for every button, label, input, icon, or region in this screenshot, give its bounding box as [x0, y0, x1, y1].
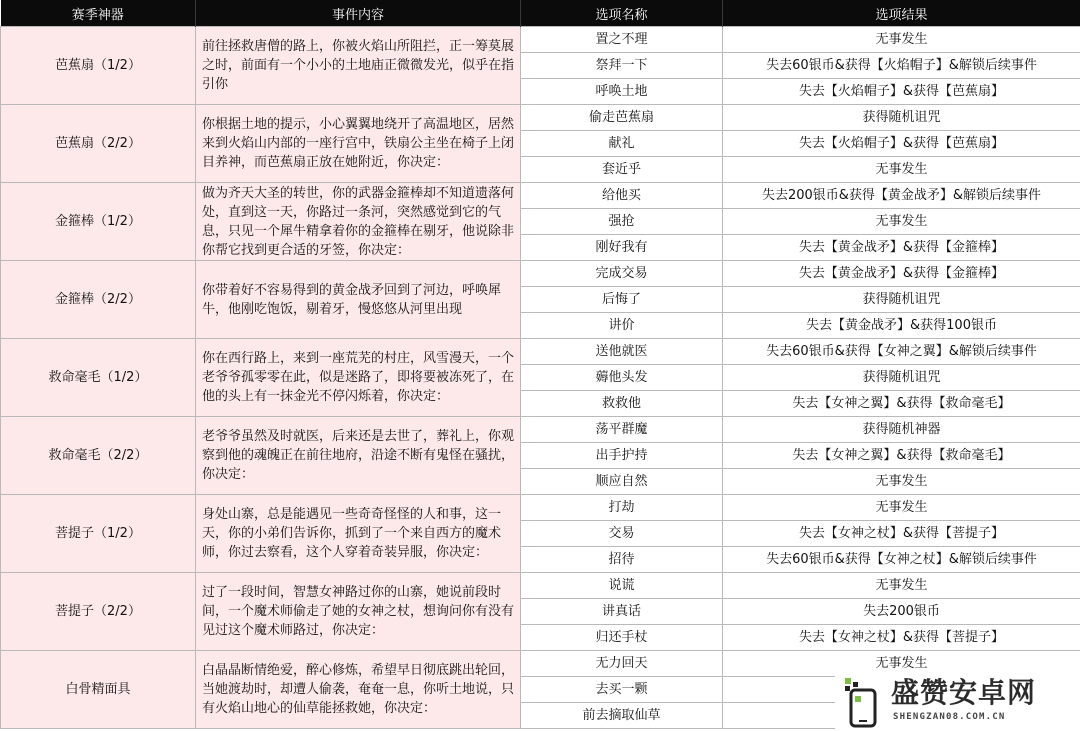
- option-name-cell: 后悔了: [521, 287, 723, 313]
- option-result-cell: 失去200银币: [723, 599, 1080, 625]
- option-result-cell: 失去【女神之翼】&获得【救命毫毛】: [723, 443, 1080, 469]
- option-result-cell: 失去60银币&获得【火焰帽子】&解锁后续事件: [723, 53, 1080, 79]
- option-name-cell: 无力回天: [521, 651, 723, 677]
- option-result-cell: 无事发生: [723, 495, 1080, 521]
- table-row: [1, 339, 1080, 365]
- table-row: [1, 105, 1080, 131]
- option-result-cell: 失去【黄金战矛】&获得【金箍棒】: [723, 235, 1080, 261]
- option-result-cell: 无事发生: [723, 157, 1080, 183]
- option-result-cell: 失去【黄金战矛】&获得【金箍棒】: [723, 261, 1080, 287]
- header-artifact: 赛季神器: [1, 0, 196, 27]
- option-name-cell: 讲真话: [521, 599, 723, 625]
- event-cell: 过了一段时间，智慧女神路过你的山寨，她说前段时间，一个魔术师偷走了她的女神之杖，想询问你有没有见过这个魔术师路过，你决定：: [196, 573, 521, 651]
- option-result-cell: 失去【黄金战矛】&获得100银币: [723, 313, 1080, 339]
- option-name-cell: 荡平群魔: [521, 417, 723, 443]
- event-cell: 老爷爷虽然及时就医，后来还是去世了，葬礼上，你观察到他的魂魄正在前往地府，沿途不断有鬼怪在骚扰，你决定：: [196, 417, 521, 495]
- option-name-cell: 薅他头发: [521, 365, 723, 391]
- artifact-cell: 白骨精面具: [1, 651, 196, 729]
- option-name-cell: 置之不理: [521, 27, 723, 53]
- phone-logo-icon: [843, 676, 883, 728]
- artifact-cell: 芭蕉扇（1/2）: [1, 27, 196, 105]
- table-row: [1, 417, 1080, 443]
- option-result-cell: 失去【火焰帽子】&获得【芭蕉扇】: [723, 131, 1080, 157]
- option-name-cell: 强抢: [521, 209, 723, 235]
- table-row: [1, 183, 1080, 209]
- table-row: [1, 261, 1080, 287]
- event-cell: 身处山寨，总是能遇见一些奇奇怪怪的人和事，这一天，你的小弟们告诉你，抓到了一个来自西方的魔术师，你过去察看，这个人穿着奇装异服，你决定：: [196, 495, 521, 573]
- option-result-cell: 失去200银币&获得【黄金战矛】&解锁后续事件: [723, 183, 1080, 209]
- event-cell: 白晶晶断情绝爱，醉心修炼，希望早日彻底跳出轮回，当她渡劫时，却遭人偷袭，奄奄一息，你听土地说，只有火焰山地心的仙草能拯救她，你决定：: [196, 651, 521, 729]
- watermark-url: SHENGZAN08.COM.CN: [893, 712, 1006, 722]
- artifact-cell: 菩提子（2/2）: [1, 573, 196, 651]
- option-result-cell: 失去【女神之翼】&获得【救命毫毛】: [723, 391, 1080, 417]
- option-name-cell: 出手护持: [521, 443, 723, 469]
- option-name-cell: 送他就医: [521, 339, 723, 365]
- option-result-cell: 无事发生: [723, 469, 1080, 495]
- artifact-cell: 金箍棒（1/2）: [1, 183, 196, 261]
- option-name-cell: 完成交易: [521, 261, 723, 287]
- option-name-cell: 套近乎: [521, 157, 723, 183]
- artifact-cell: 救命毫毛（1/2）: [1, 339, 196, 417]
- option-result-cell: 获得随机神器: [723, 417, 1080, 443]
- option-name-cell: 呼唤土地: [521, 79, 723, 105]
- artifact-cell: 金箍棒（2/2）: [1, 261, 196, 339]
- option-result-cell: 无事发生: [723, 573, 1080, 599]
- option-name-cell: 祭拜一下: [521, 53, 723, 79]
- header-option: 选项名称: [521, 0, 723, 27]
- option-name-cell: 归还手杖: [521, 625, 723, 651]
- header-event: 事件内容: [196, 0, 521, 27]
- event-cell: 做为齐天大圣的转世，你的武器金箍棒却不知道遗落何处，直到这一天，你路过一条河，突然感觉到它的气息，只见一个犀牛精拿着你的金箍棒在剔牙，他说除非你帮它找到更合适的牙签，你决定：: [196, 183, 521, 261]
- option-result-cell: 无事发生: [723, 27, 1080, 53]
- option-name-cell: 偷走芭蕉扇: [521, 105, 723, 131]
- option-result-cell: 失去60银币&获得【女神之杖】&解锁后续事件: [723, 547, 1080, 573]
- option-name-cell: 打劫: [521, 495, 723, 521]
- option-result-cell: 获得随机诅咒: [723, 287, 1080, 313]
- option-name-cell: 救救他: [521, 391, 723, 417]
- option-name-cell: 给他买: [521, 183, 723, 209]
- event-cell: 你在西行路上，来到一座荒芜的村庄，风雪漫天，一个老爷爷孤零零在此，似是迷路了，即将要被冻死了，在他的头上有一抹金光不停闪烁着，你决定：: [196, 339, 521, 417]
- event-cell: 前往拯救唐僧的路上，你被火焰山所阻拦，正一筹莫展之时，前面有一个小小的土地庙正微微发光，似乎在指引你: [196, 27, 521, 105]
- option-name-cell: 说谎: [521, 573, 723, 599]
- event-cell: 你带着好不容易得到的黄金战矛回到了河边，呼唤犀牛，他刚吃饱饭，剔着牙，慢悠悠从河里出现: [196, 261, 521, 339]
- artifact-cell: 救命毫毛（2/2）: [1, 417, 196, 495]
- option-name-cell: 交易: [521, 521, 723, 547]
- option-name-cell: 刚好我有: [521, 235, 723, 261]
- option-name-cell: 去买一颗: [521, 677, 723, 703]
- header-result: 选项结果: [723, 0, 1080, 27]
- table-row: [1, 573, 1080, 599]
- watermark-title: 盛赞安卓网: [891, 676, 1037, 709]
- option-result-cell: 失去【火焰帽子】&获得【芭蕉扇】: [723, 79, 1080, 105]
- artifact-cell: 菩提子（1/2）: [1, 495, 196, 573]
- table-row: [1, 27, 1080, 53]
- option-result-cell: 失去【女神之杖】&获得【菩提子】: [723, 521, 1080, 547]
- option-result-cell: 无事发生: [723, 209, 1080, 235]
- option-result-cell: 获得随机诅咒: [723, 105, 1080, 131]
- option-result-cell: 获得随机诅咒: [723, 365, 1080, 391]
- artifact-cell: 芭蕉扇（2/2）: [1, 105, 196, 183]
- event-cell: 你根据土地的提示，小心翼翼地绕开了高温地区，居然来到火焰山内部的一座行宫中，铁扇公主坐在椅子上闭目养神，而芭蕉扇正放在她附近，你决定：: [196, 105, 521, 183]
- option-name-cell: 前去摘取仙草: [521, 703, 723, 729]
- table-body: [1, 27, 1080, 729]
- table-row: [1, 495, 1080, 521]
- option-name-cell: 顺应自然: [521, 469, 723, 495]
- option-result-cell: 无事发生: [723, 651, 1080, 677]
- option-result-cell: 失去【女神之杖】&获得【菩提子】: [723, 625, 1080, 651]
- option-name-cell: 招待: [521, 547, 723, 573]
- option-name-cell: 讲价: [521, 313, 723, 339]
- option-result-cell: 失去60银币&获得【女神之翼】&解锁后续事件: [723, 339, 1080, 365]
- header-row: [1, 0, 1080, 27]
- site-watermark: [835, 672, 1080, 731]
- option-name-cell: 献礼: [521, 131, 723, 157]
